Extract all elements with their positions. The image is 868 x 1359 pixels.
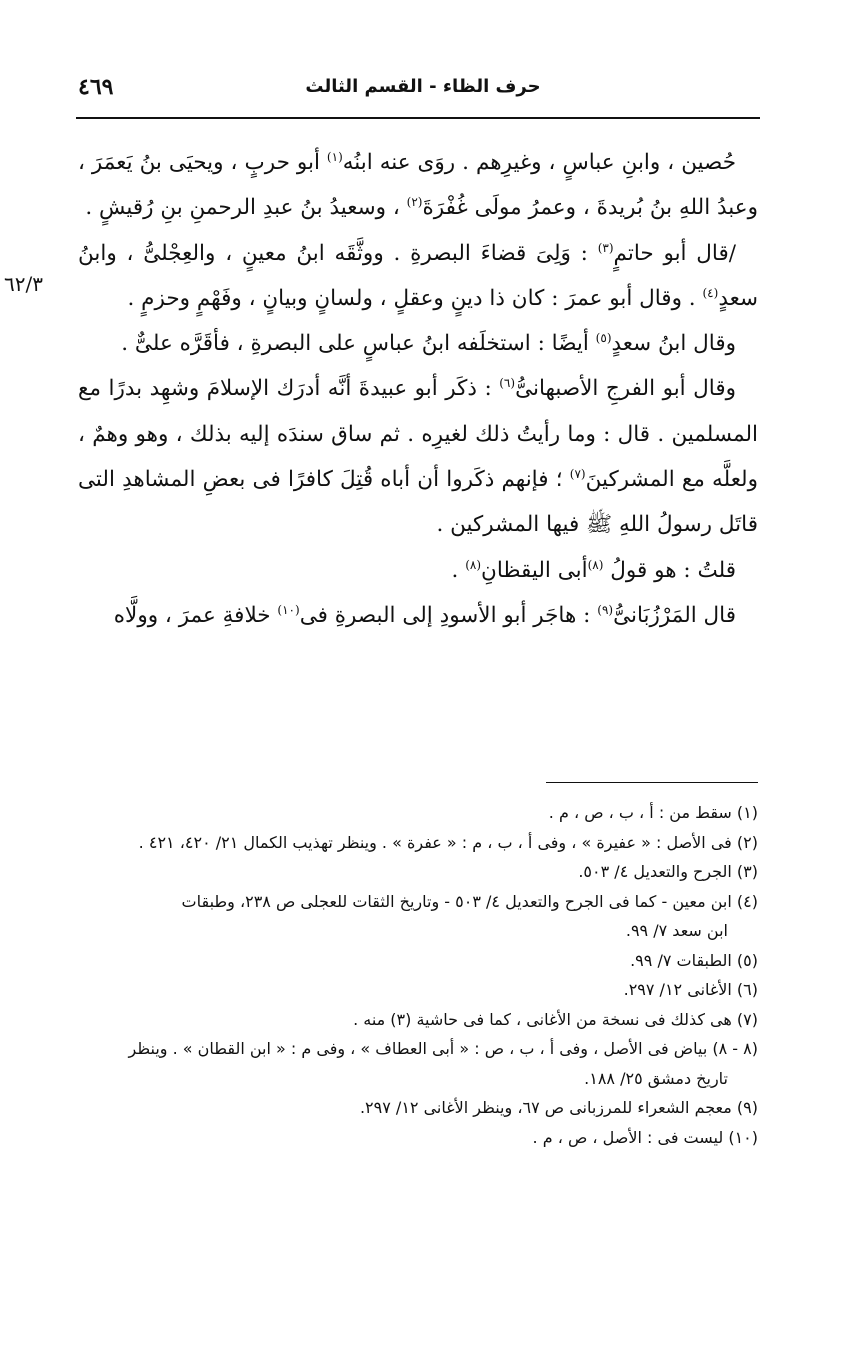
page-header bbox=[78, 70, 758, 110]
footnote-marker-9: (٩) bbox=[597, 602, 614, 617]
footnote-8: (٨ - ٨) بياض فى الأصل ، وفى أ ، ب ، ص : « أبى العطاف » ، وفى م : « ابن القطان » . وينظر bbox=[128, 1039, 758, 1058]
footnote-6: (٦) الأغانى ١٢/ ٢٩٧. bbox=[623, 980, 758, 999]
footnote-9: (٩) معجم الشعراء للمرزبانى ص ٦٧، وينظر الأغانى ١٢/ ٢٩٧. bbox=[359, 1098, 758, 1117]
paragraph-1: حُصين ، وابنِ عباسٍ ، وغيرِهم . روَى عنه ابنُه$^{(١)}$ أبو حربٍ ، ويحيَى بنُ يَعمَرَ ، وعبدُ اللهِ بنُ بُريدةَ ، وعمرُ مولَى غُفْرَةَ$^{(٢)}$ ، وسعيدُ بنُ عبدِ الرحمنِ بنِ رُقيشٍ . bbox=[78, 149, 758, 221]
footnote-2: (٢) فى الأصل : « عفيرة » ، وفى أ ، ب ، م : « عفرة » . وينظر تهذيب الكمال ٢١/ ٤٢٠، ٤٢١ . bbox=[138, 832, 758, 852]
footnote-marker-8b: (٨) bbox=[465, 557, 482, 572]
paragraph-5: قلتُ : هو قولُ $^{(٨)}$أبى اليقظانِ$^{(٨)}$ . bbox=[451, 557, 736, 583]
footnote-4-continued: ابن سعد ٧/ ٩٩. bbox=[625, 921, 728, 940]
footnote-4: (٤) ابن معين - كما فى الجرح والتعديل ٤/ ٥٠٣ - وتاريخ الثقات للعجلى ص ٢٣٨، وطبقات bbox=[181, 891, 758, 911]
paragraph-2: /قال أبو حاتمٍ$^{(٣)}$ : وَلِىَ قضاءَ البصرةِ . ووثَّقَه ابنُ معينٍ ، والعِجْلىُّ ، وابنُ سعدٍ$^{(٤)}$ . وقال أبو عمرَ : كان ذا دينٍ وعقلٍ ، ولسانٍ وبيانٍ ، وفَهْمٍ وحزمٍ . bbox=[78, 240, 758, 311]
footnotes bbox=[78, 798, 758, 1152]
footnote-marker-3: (٣) bbox=[597, 240, 614, 255]
paragraph-4: وقال أبو الفرجِ الأصبهانىُّ$^{(٦)}$ : ذكَر أبو عبيدةَ أنَّه أدرَك الإسلامَ وشهِد بدرًا مع المسلمين . قال : وما رأيتُ ذلك لغيرِه . ثم ساق سندَه إليه بذلك ، وهو وهمٌ ، ولعلَّه مع المشركينَ$^{(٧)}$ ؛ فإنهم ذكَروا أن أباه قُتِلَ كافرًا فى بعضِ المشاهدِ التى قاتَل رسولُ اللهِ ﷺ فيها المشركين . bbox=[78, 376, 758, 538]
footnote-marker-5: (٥) bbox=[595, 331, 612, 346]
footnote-marker-4: (٤) bbox=[702, 285, 719, 300]
paragraph-6: قال المَرْزُبَانىُّ$^{(٩)}$ : هاجَر أبو الأسودِ إلى البصرةِ فى$^{(١٠)}$ خلافةِ عمرَ ، وولَّاه bbox=[113, 602, 736, 628]
footnote-5: (٥) الطبقات ٧/ ٩٩. bbox=[630, 950, 758, 970]
header-rule bbox=[76, 117, 760, 119]
footnote-marker-2: (٢) bbox=[406, 195, 423, 210]
running-title: حرف الظاء - القسم الثالث bbox=[305, 76, 541, 97]
footnote-7: (٧) هى كذلك فى نسخة من الأغانى ، كما فى حاشية (٣) منه . bbox=[353, 1009, 758, 1029]
footnotes-rule bbox=[546, 782, 758, 783]
footnote-marker-10: (١٠) bbox=[277, 602, 300, 617]
footnote-1: (١) سقط من : أ ، ب ، ص ، م . bbox=[548, 803, 758, 822]
footnote-marker-8a: (٨) bbox=[587, 557, 604, 572]
footnote-8-continued: تاريخ دمشق ٢٥/ ١٨٨. bbox=[584, 1068, 728, 1088]
footnote-marker-1: (١) bbox=[326, 149, 343, 164]
footnote-3: (٣) الجرح والتعديل ٤/ ٥٠٣. bbox=[578, 862, 758, 881]
footnote-marker-6: (٦) bbox=[499, 376, 516, 391]
paragraph-3: وقال ابنُ سعدٍ$^{(٥)}$ أيضًا : استخلَفه ابنُ عباسٍ على البصرةِ ، فأقَرَّه علىٌّ . bbox=[121, 331, 736, 357]
footnote-10: (١٠) ليست فى : الأصل ، ص ، م . bbox=[532, 1127, 758, 1147]
main-text bbox=[78, 140, 758, 638]
footnote-marker-7: (٧) bbox=[569, 466, 586, 481]
page-number: ٤٦٩ bbox=[78, 74, 114, 100]
margin-reference: ٦٢/٣ bbox=[4, 272, 43, 296]
